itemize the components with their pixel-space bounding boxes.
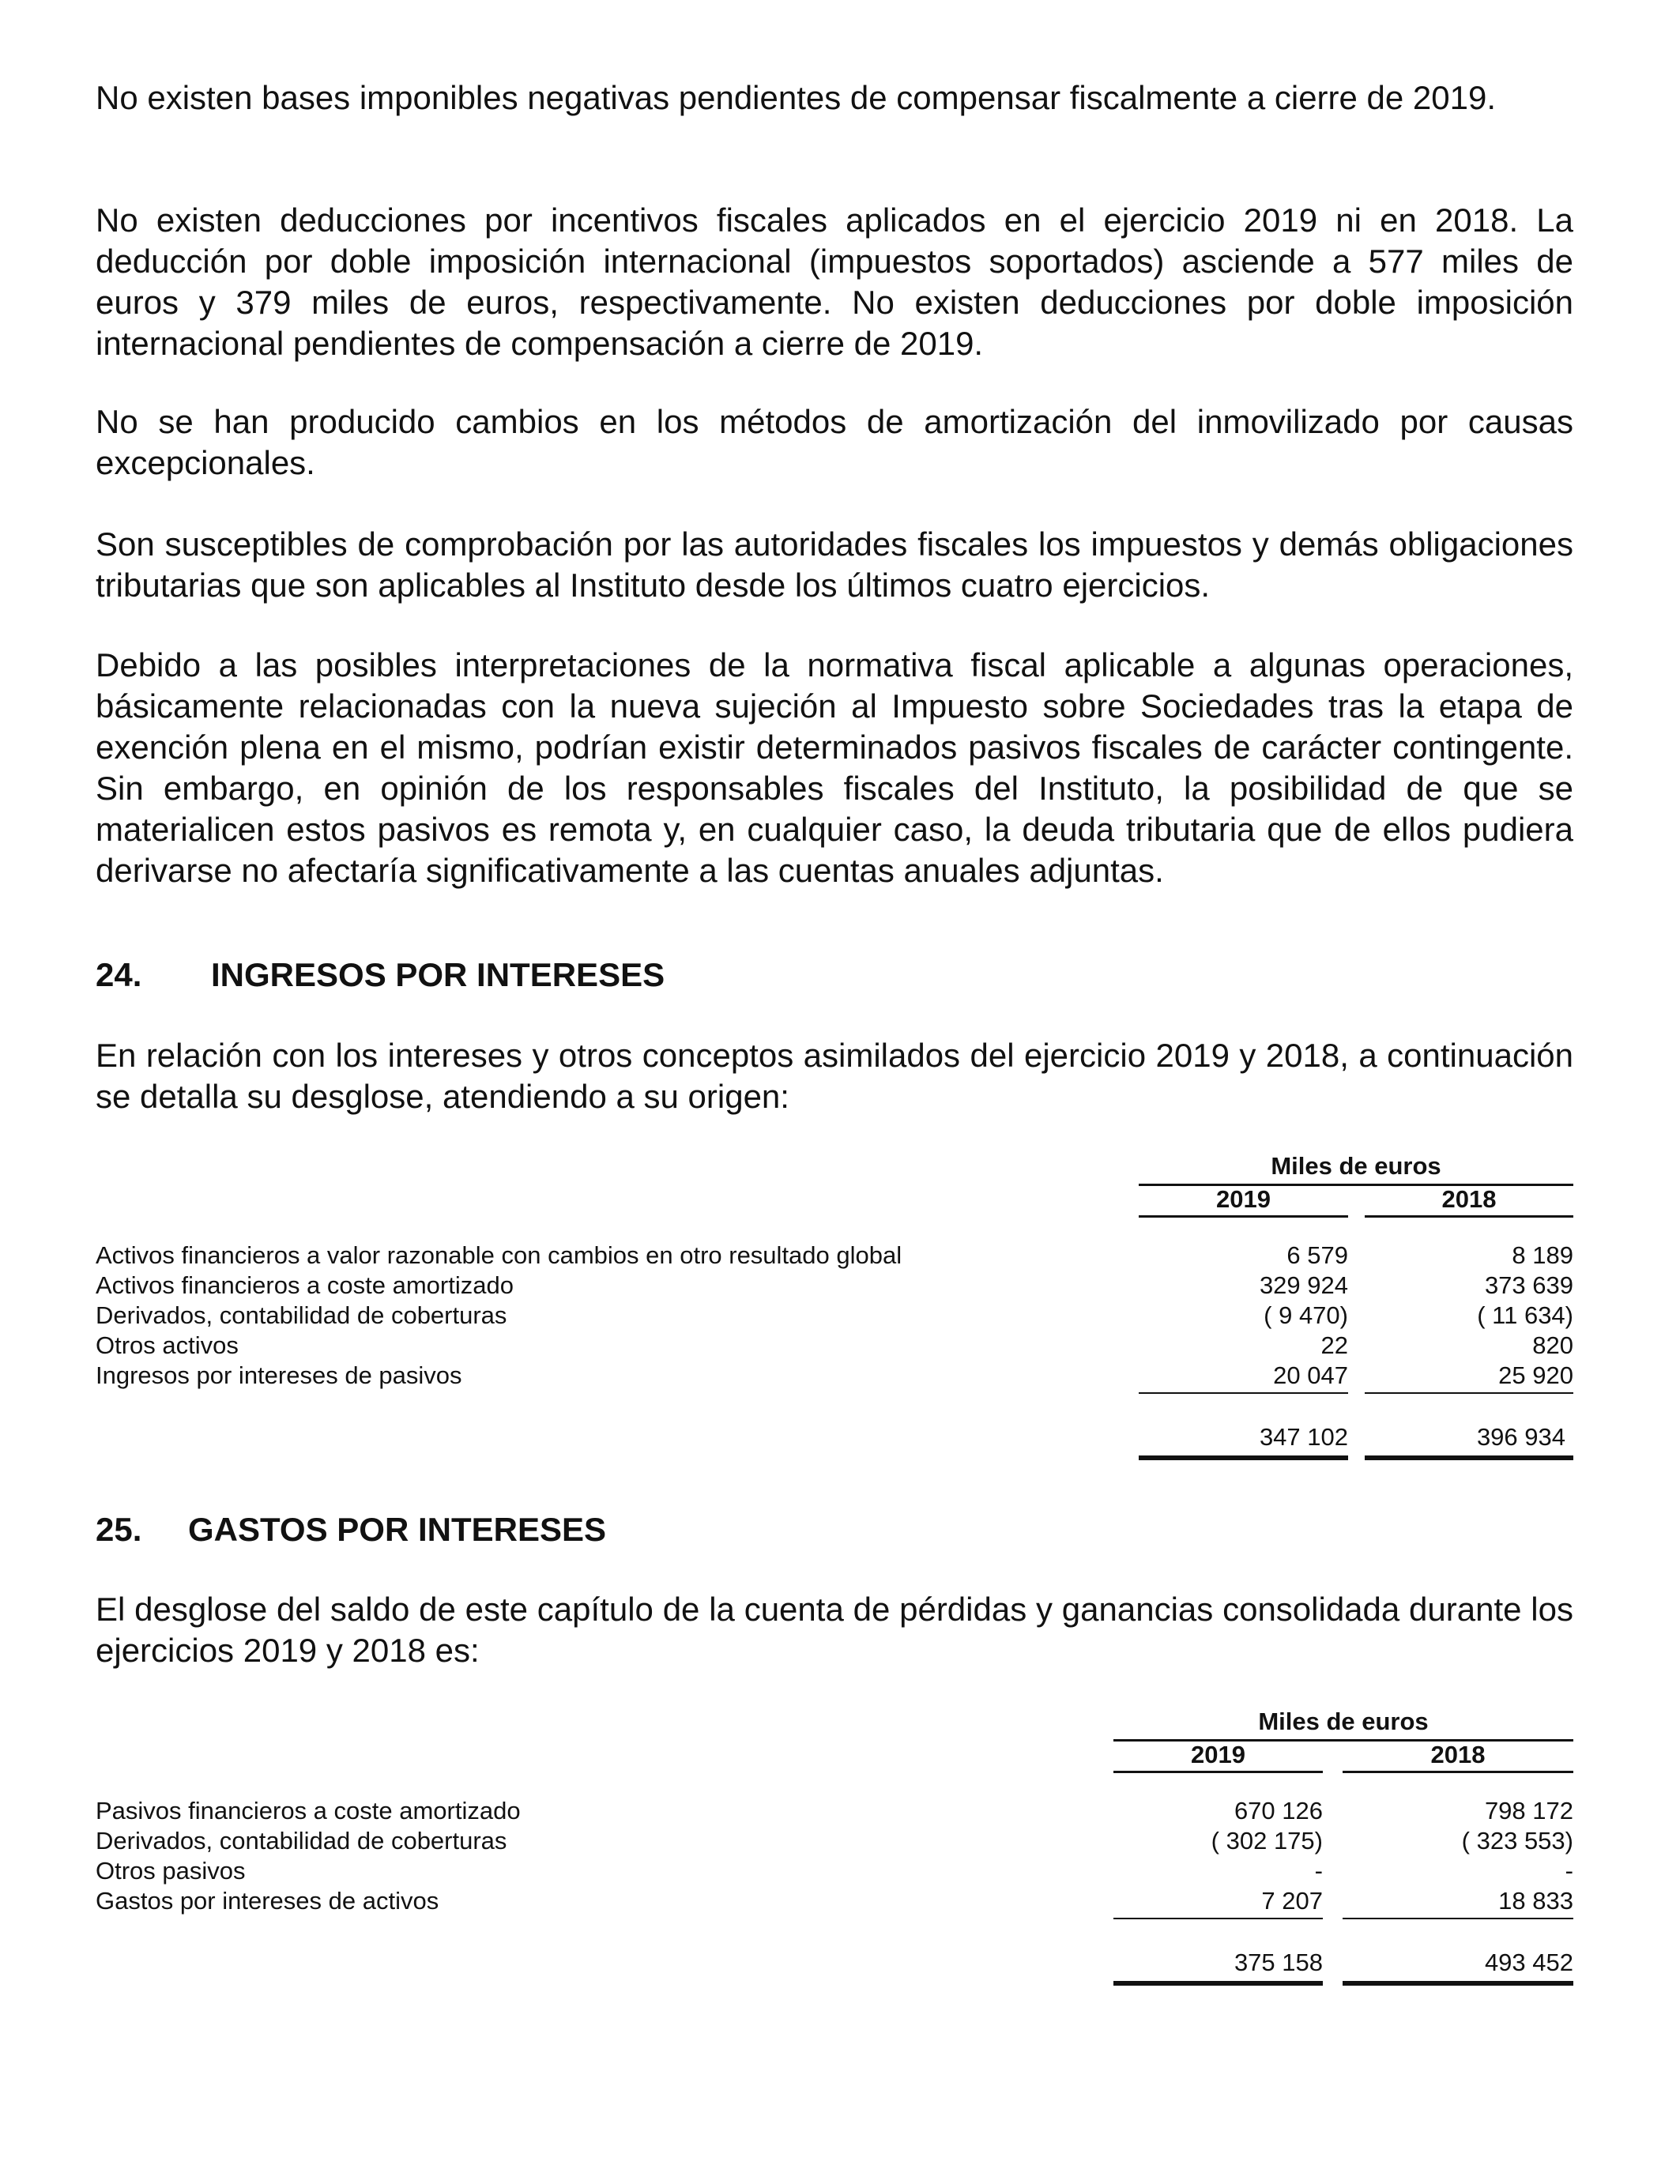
total-value-2018: 493 452 xyxy=(1484,1949,1573,1976)
paragraph-comprobacion: Son susceptibles de comprobación por las autoridades fiscales los impuestos y demás obligaciones tributarias que son aplicables al Instituto desde los últimos cuatro ejercicios. xyxy=(96,525,1573,604)
row-label: Gastos por intereses de activos xyxy=(96,1887,439,1915)
row-value-2019: 670 126 xyxy=(1234,1797,1323,1824)
table-row xyxy=(96,1361,1573,1391)
row-value-2019: ( 302 175) xyxy=(1211,1827,1323,1855)
column-2018: 2018 xyxy=(1441,1185,1497,1213)
table-row xyxy=(96,1886,1573,1916)
row-value-2018: - xyxy=(1565,1857,1573,1885)
year-rule-2019 xyxy=(1113,1771,1323,1773)
subtotal-rule-2019 xyxy=(1139,1392,1348,1394)
table-row xyxy=(96,1301,1573,1331)
row-value-2019: 22 xyxy=(1320,1331,1348,1359)
row-value-2019: 7 207 xyxy=(1261,1887,1323,1915)
row-label: Activos financieros a coste amortizado xyxy=(96,1271,514,1299)
row-label: Derivados, contabilidad de coberturas xyxy=(96,1301,507,1329)
row-value-2018: 798 172 xyxy=(1484,1797,1573,1824)
column-2019: 2019 xyxy=(1216,1185,1271,1213)
column-2018: 2018 xyxy=(1430,1741,1486,1768)
section-25-title: GASTOS POR INTERESES xyxy=(188,1511,606,1548)
row-value-2018: 18 833 xyxy=(1498,1887,1573,1915)
table-row xyxy=(96,1826,1573,1856)
total-row xyxy=(96,1948,1573,1978)
table-row xyxy=(96,1331,1573,1361)
paragraph-amortizacion: No se han producido cambios en los métodos de amortización del inmovilizado por causas excepcionales. xyxy=(96,403,1573,481)
total-value-2019: 375 158 xyxy=(1234,1949,1323,1976)
row-label: Derivados, contabilidad de coberturas xyxy=(96,1827,507,1855)
table-row xyxy=(96,1271,1573,1301)
row-label: Otros pasivos xyxy=(96,1857,246,1885)
row-label: Pasivos financieros a coste amortizado xyxy=(96,1797,521,1824)
table-row xyxy=(96,1241,1573,1271)
table-header-miles: Miles de euros xyxy=(1271,1152,1441,1180)
row-label: Ingresos por intereses de pasivos xyxy=(96,1361,462,1389)
total-double-rule-2018 xyxy=(1365,1455,1573,1460)
subtotal-rule-2018 xyxy=(1343,1918,1573,1919)
subtotal-rule-2019 xyxy=(1113,1918,1323,1919)
section-25-number: 25. xyxy=(96,1511,142,1548)
row-value-2018: 25 920 xyxy=(1498,1361,1573,1389)
row-value-2018: ( 11 634) xyxy=(1477,1301,1573,1329)
row-value-2019: 329 924 xyxy=(1259,1271,1348,1299)
section-24-number: 24. xyxy=(96,956,142,993)
year-rule-2019 xyxy=(1139,1215,1348,1218)
row-value-2018: 8 189 xyxy=(1512,1241,1573,1269)
table-header-miles: Miles de euros xyxy=(1258,1708,1429,1735)
year-rule-2018 xyxy=(1343,1771,1573,1773)
paragraph-deducciones: No existen deducciones por incentivos fiscales aplicados en el ejercicio 2019 ni en 2018. La deducción por doble imposición internacional (impuestos soportados) asciende a 577 miles de euros y 379 miles de euros, respectivamente. No existen deducciones por doble imposición internacional pendientes de compensación a cierre de 2019. xyxy=(96,201,1573,362)
total-value-2019: 347 102 xyxy=(1259,1423,1348,1451)
row-label: Otros activos xyxy=(96,1331,239,1359)
row-value-2019: 6 579 xyxy=(1286,1241,1348,1269)
paragraph-pasivos-contingentes: Debido a las posibles interpretaciones de la normativa fiscal aplicable a algunas operaciones, básicamente relacionadas con la nueva sujeción al Impuesto sobre Sociedades tras la etapa de exención plena en el mismo, podrían existir determinados pasivos fiscales de carácter contingente. Sin embargo, en opinión de los responsables fiscales del Instituto, la posibilidad de que se materialicen estos pasivos es remota y, en cualquier caso, la deuda tributaria que de ellos pudiera derivarse no afectaría significativamente a las cuentas anuales adjuntas. xyxy=(96,646,1573,889)
total-value-2018: 396 934 xyxy=(1476,1423,1565,1451)
section-24-title: INGRESOS POR INTERESES xyxy=(211,956,665,993)
row-value-2018: 820 xyxy=(1532,1331,1573,1359)
section-24-heading xyxy=(96,955,665,996)
row-value-2019: - xyxy=(1314,1857,1323,1885)
paragraph-bases-imponibles: No existen bases imponibles negativas pendientes de compensar fiscalmente a cierre de 2019. xyxy=(96,79,1497,116)
row-value-2019: ( 9 470) xyxy=(1264,1301,1348,1329)
year-rule-2018 xyxy=(1365,1215,1573,1218)
section-25-intro: El desglose del saldo de este capítulo de la cuenta de pérdidas y ganancias consolidada durante los ejercicios 2019 y 2018 es: xyxy=(96,1591,1573,1669)
total-double-rule-2019 xyxy=(1139,1455,1348,1460)
row-value-2018: ( 323 553) xyxy=(1461,1827,1573,1855)
table-row xyxy=(96,1856,1573,1886)
subtotal-rule-2018 xyxy=(1365,1392,1573,1394)
column-2019: 2019 xyxy=(1191,1741,1245,1768)
row-value-2018: 373 639 xyxy=(1484,1271,1573,1299)
row-label: Activos financieros a valor razonable con cambios en otro resultado global xyxy=(96,1241,902,1269)
total-double-rule-2019 xyxy=(1113,1981,1323,1986)
table-row xyxy=(96,1796,1573,1826)
row-value-2019: 20 047 xyxy=(1273,1361,1348,1389)
total-row xyxy=(96,1422,1573,1452)
total-double-rule-2018 xyxy=(1343,1981,1573,1986)
section-25-heading xyxy=(96,1509,606,1550)
section-24-intro: En relación con los intereses y otros conceptos asimilados del ejercicio 2019 y 2018, a continuación se detalla su desglose, atendiendo a su origen: xyxy=(96,1037,1573,1115)
